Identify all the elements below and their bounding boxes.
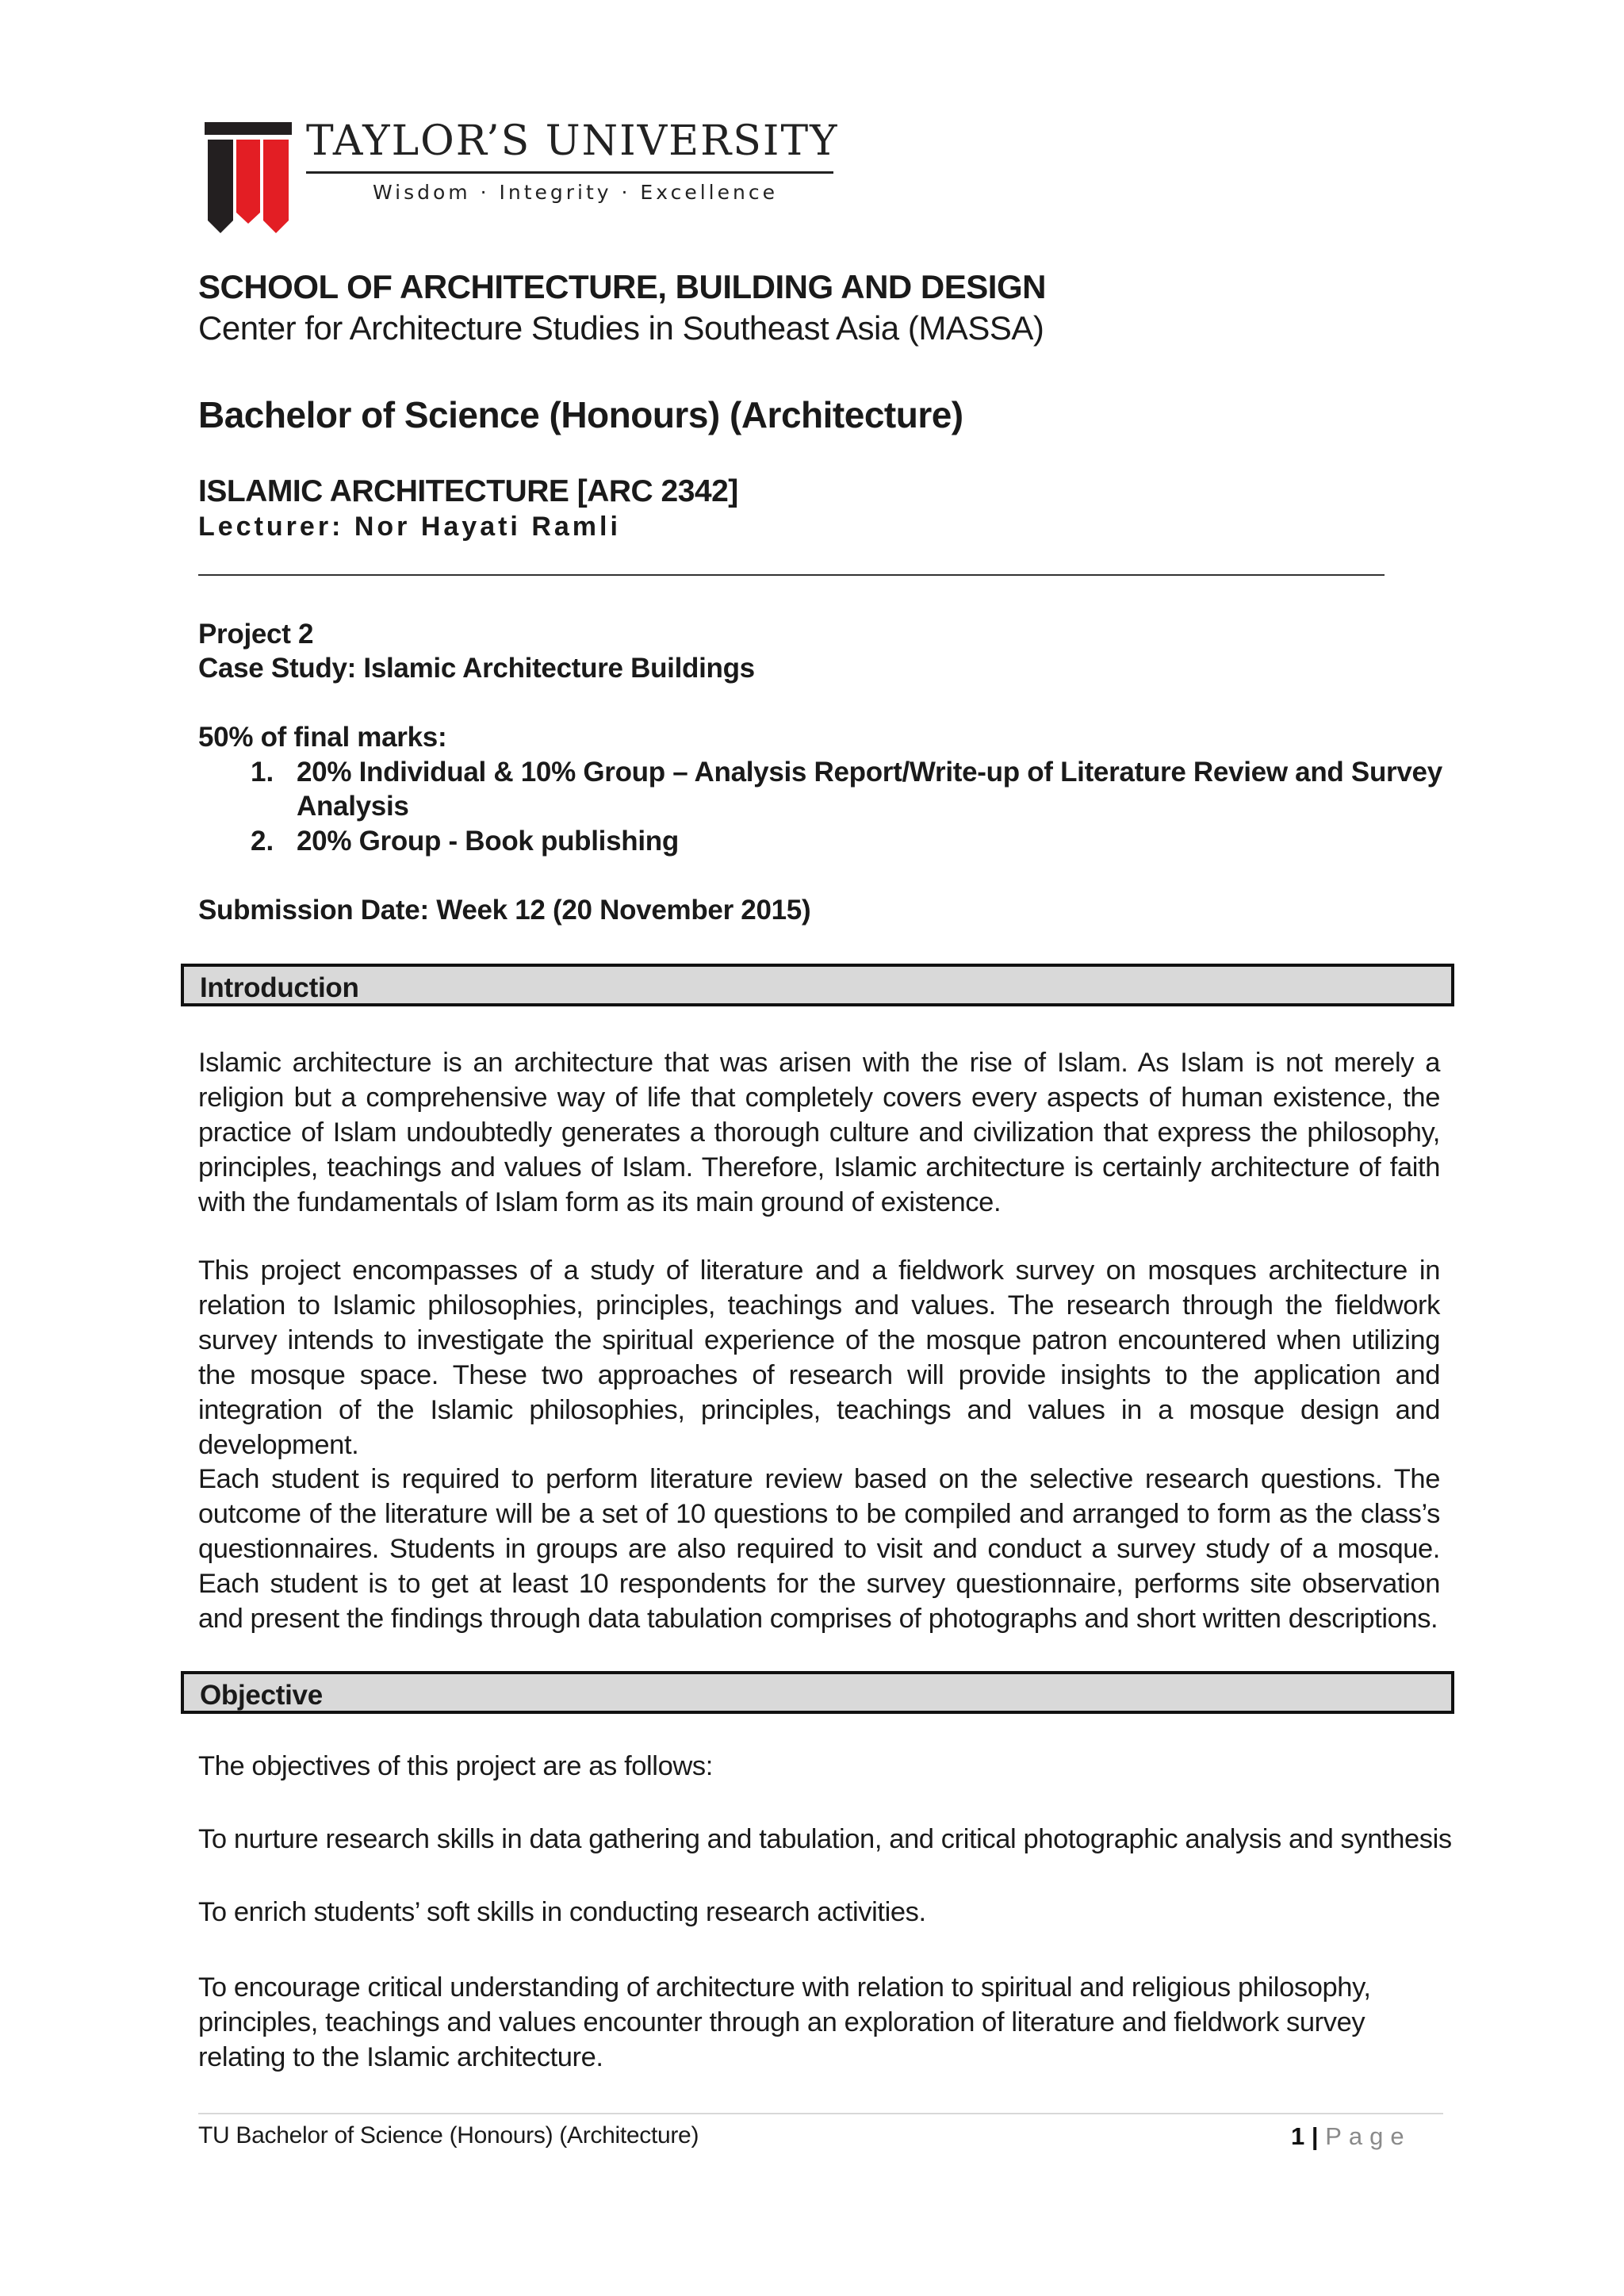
degree-title: Bachelor of Science (Honours) (Architecture) [198, 394, 963, 435]
marks-item-number: 2. [251, 826, 274, 857]
marks-heading: 50% of final marks: [198, 722, 447, 753]
introduction-paragraph: Islamic architecture is an architecture that was arisen with the rise of Islam. As Islam is not merely a religion but a comprehensive way of life that completely covers every aspects of human existence, the practice of Islam undoubtedly generates a thorough culture and civilization that express the philosophy, principles, teachings and values of Islam. Therefore, Islamic architecture is certainly architecture of faith with the fundamentals of Islam form as its main ground of existence. [198, 1048, 1440, 1217]
objective-item: To encourage critical understanding of architecture with relation to spiritual and religious philosophy, principles, teachings and values encounter through an exploration of literature and fieldwork survey relating to the Islamic architecture. [198, 1972, 1371, 2072]
objective-item: To enrich students’ soft skills in conducting research activities. [198, 1897, 926, 1927]
marks-item-text: 20% Individual & 10% Group – Analysis Report/Write-up of Literature Review and Survey [297, 757, 1442, 788]
logo-divider [306, 171, 833, 174]
objective-item: To nurture research skills in data gathering and tabulation, and critical photographic analysis and synthesis [198, 1824, 1452, 1854]
page-number: 1 [1291, 2122, 1305, 2150]
introduction-section-header [181, 964, 1454, 1006]
project-title: Project 2 [198, 619, 314, 650]
marks-item-number: 1. [251, 757, 274, 788]
introduction-paragraph: Each student is required to perform literature review based on the selective research questions. The outcome of the literature will be a set of 10 questions to be compiled and arranged to form as the class’s questionnaires. Students in groups are also required to visit and conduct a survey study of a mosque. Each student is to get at least 10 respondents for the survey questionnaire, performs site observation and present the findings through data tabulation comprises of photographs and short written descriptions. [198, 1464, 1440, 1634]
objective-section-header [181, 1671, 1454, 1714]
header-divider [198, 574, 1385, 576]
university-tagline: Wisdom · Integrity · Excellence [373, 181, 778, 204]
center-name: Center for Architecture Studies in Southeast Asia (MASSA) [198, 309, 1044, 347]
submission-date: Submission Date: Week 12 (20 November 2015) [198, 895, 811, 926]
objective-heading: Objective [200, 1680, 323, 1711]
school-name: SCHOOL OF ARCHITECTURE, BUILDING AND DESIGN [198, 268, 1046, 305]
course-title: ISLAMIC ARCHITECTURE [ARC 2342] [198, 474, 738, 508]
university-logo [205, 117, 839, 236]
lecturer-name: Lecturer: Nor Hayati Ramli [198, 512, 621, 542]
university-crest-icon [205, 122, 292, 233]
marks-item-text-continued: Analysis [297, 791, 409, 822]
university-name: TAYLOR’S UNIVERSITY [306, 117, 839, 165]
marks-item-text: 20% Group - Book publishing [297, 826, 679, 857]
case-study-title: Case Study: Islamic Architecture Buildings [198, 653, 755, 684]
page-label: Page [1325, 2122, 1411, 2150]
objective-intro: The objectives of this project are as follows: [198, 1751, 713, 1781]
introduction-paragraph: This project encompasses of a study of literature and a fieldwork survey on mosques architecture in relation to Islamic philosophies, principles, teachings and values. The research through the fieldwork survey intends to investigate the spiritual experience of the mosque patron encountered when utilizing the mosque space. These two approaches of research will provide insights to the application and integration of the Islamic philosophies, principles, teachings and values in a mosque design and development. [198, 1255, 1440, 1460]
page-indicator [1291, 2122, 1411, 2151]
footer-program-name: TU Bachelor of Science (Honours) (Architecture) [198, 2122, 699, 2148]
introduction-heading: Introduction [200, 972, 359, 1003]
page-separator: | [1311, 2122, 1319, 2150]
footer-divider [198, 2113, 1443, 2114]
